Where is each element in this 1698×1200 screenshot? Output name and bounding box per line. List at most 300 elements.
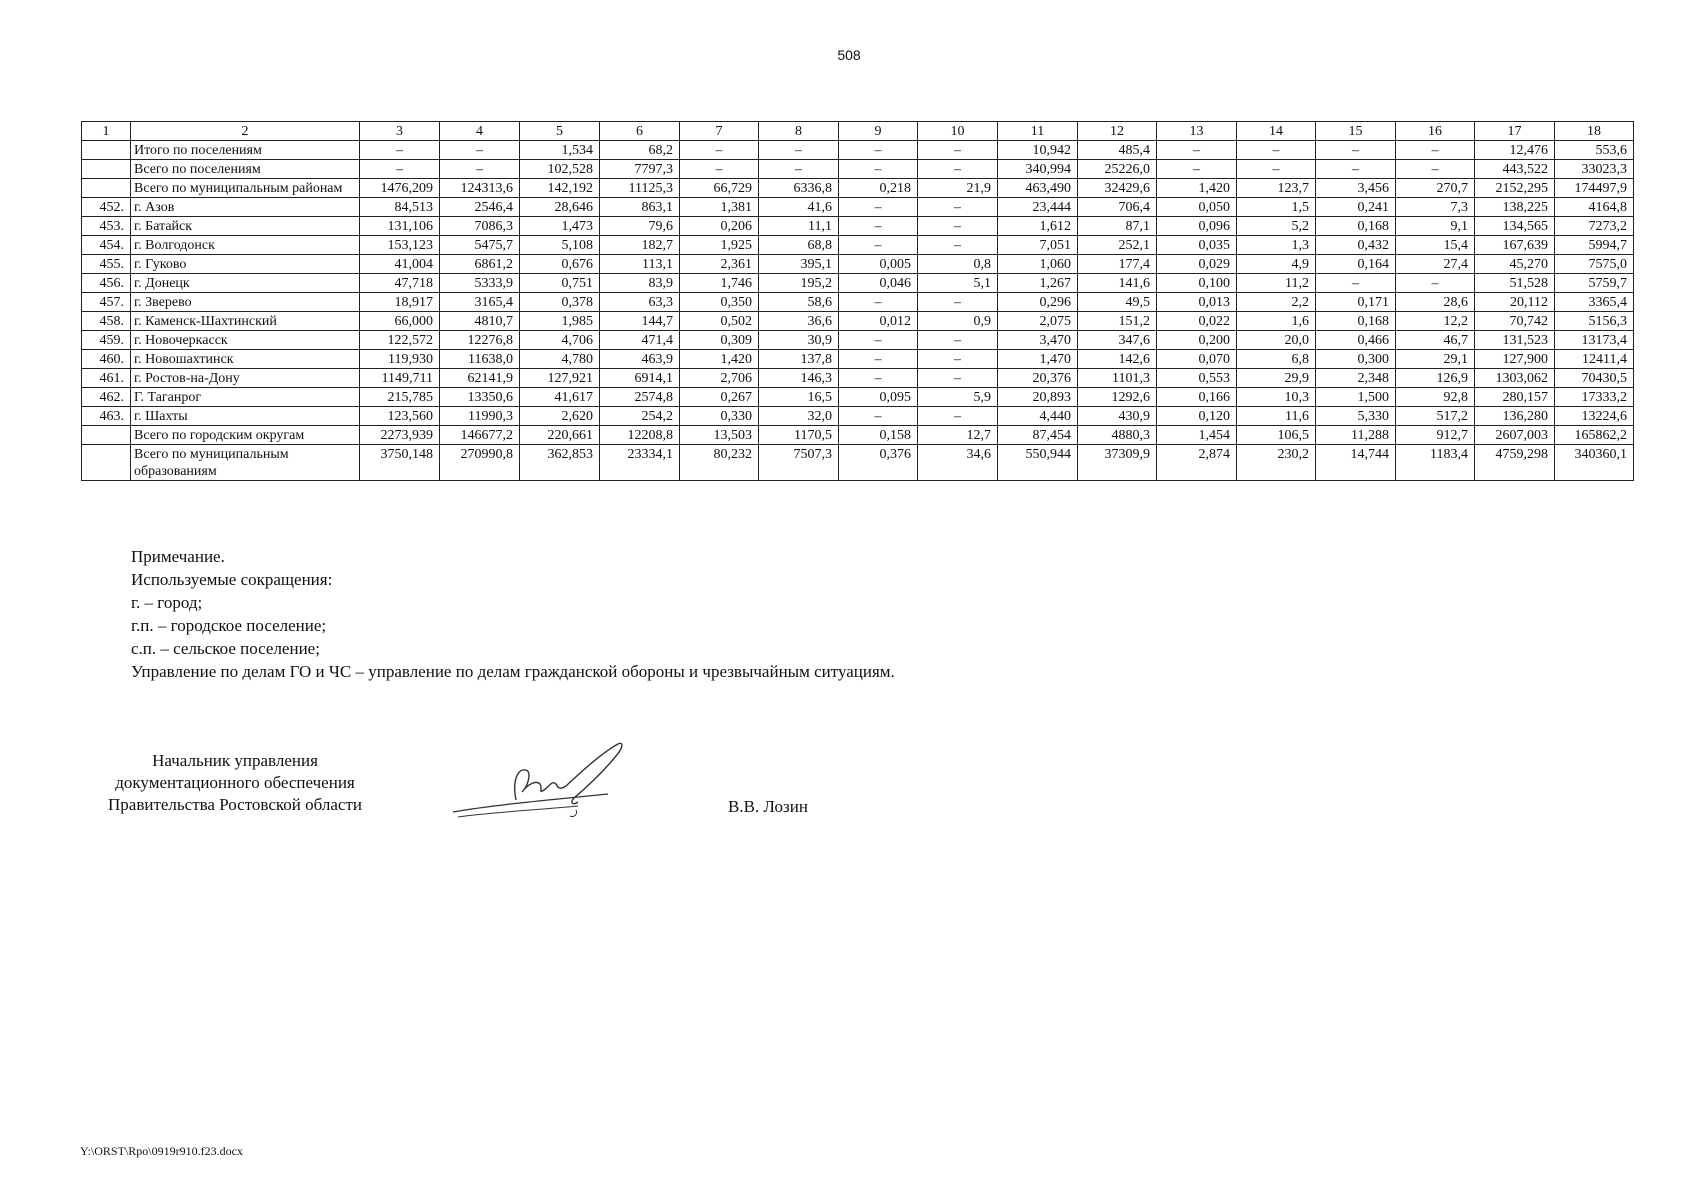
table-cell: 0,300 xyxy=(1316,350,1396,369)
table-cell: – xyxy=(918,217,998,236)
table-cell: 11,1 xyxy=(759,217,839,236)
row-number xyxy=(82,426,131,445)
row-name: Итого по поселениям xyxy=(131,141,360,160)
table-cell: 1,925 xyxy=(680,236,759,255)
table-cell: 0,046 xyxy=(839,274,918,293)
table-cell: – xyxy=(759,141,839,160)
table-cell: 29,1 xyxy=(1396,350,1475,369)
table-cell: 70,742 xyxy=(1475,312,1555,331)
table-cell: 7,051 xyxy=(998,236,1078,255)
row-name: г. Донецк xyxy=(131,274,360,293)
table-cell: – xyxy=(360,160,440,179)
table-cell: 0,158 xyxy=(839,426,918,445)
table-cell: 126,9 xyxy=(1396,369,1475,388)
table-cell: 4759,298 xyxy=(1475,445,1555,481)
column-header: 10 xyxy=(918,122,998,141)
table-cell: 2,874 xyxy=(1157,445,1237,481)
table-cell: 62141,9 xyxy=(440,369,520,388)
table-row xyxy=(82,407,1634,426)
table-cell: 254,2 xyxy=(600,407,680,426)
table-cell: – xyxy=(839,236,918,255)
note-line: Управление по делам ГО и ЧС – управление по делам гражданской обороны и чрезвычайным ситуациям. xyxy=(131,662,895,681)
table-row xyxy=(82,198,1634,217)
table-cell: 153,123 xyxy=(360,236,440,255)
handwritten-signature xyxy=(448,740,648,825)
table-cell: 80,232 xyxy=(680,445,759,481)
table-cell: 18,917 xyxy=(360,293,440,312)
table-cell: – xyxy=(1157,160,1237,179)
table-cell: 122,572 xyxy=(360,331,440,350)
table-cell: 174497,9 xyxy=(1555,179,1634,198)
table-cell: 9,1 xyxy=(1396,217,1475,236)
table-cell: 16,5 xyxy=(759,388,839,407)
table-cell: 84,513 xyxy=(360,198,440,217)
table-cell: 0,432 xyxy=(1316,236,1396,255)
row-name: г. Ростов-на-Дону xyxy=(131,369,360,388)
table-cell: 4,706 xyxy=(520,331,600,350)
table-cell: 0,378 xyxy=(520,293,600,312)
table-cell: 430,9 xyxy=(1078,407,1157,426)
table-cell: – xyxy=(440,160,520,179)
table-cell: 5,330 xyxy=(1316,407,1396,426)
table-cell: 0,553 xyxy=(1157,369,1237,388)
table-cell: 14,744 xyxy=(1316,445,1396,481)
table-cell: 0,267 xyxy=(680,388,759,407)
table-cell: – xyxy=(1316,274,1396,293)
table-cell: 37309,9 xyxy=(1078,445,1157,481)
table-cell: 0,502 xyxy=(680,312,759,331)
table-header-row xyxy=(82,122,1634,141)
table-cell: 92,8 xyxy=(1396,388,1475,407)
table-row xyxy=(82,445,1634,481)
table-row xyxy=(82,217,1634,236)
table-cell: 167,639 xyxy=(1475,236,1555,255)
table-cell: 144,7 xyxy=(600,312,680,331)
signer-title xyxy=(80,750,390,816)
row-number xyxy=(82,160,131,179)
table-cell: 41,617 xyxy=(520,388,600,407)
table-cell: 1476,209 xyxy=(360,179,440,198)
table-cell: 30,9 xyxy=(759,331,839,350)
table-cell: 1149,711 xyxy=(360,369,440,388)
table-cell: 25226,0 xyxy=(1078,160,1157,179)
table-cell: 2152,295 xyxy=(1475,179,1555,198)
table-cell: 5156,3 xyxy=(1555,312,1634,331)
table-cell: – xyxy=(1396,274,1475,293)
row-number: 454. xyxy=(82,236,131,255)
table-cell: 1,985 xyxy=(520,312,600,331)
table-cell: – xyxy=(839,160,918,179)
table-cell: 5333,9 xyxy=(440,274,520,293)
table-cell: – xyxy=(918,160,998,179)
column-header: 8 xyxy=(759,122,839,141)
table-cell: – xyxy=(1316,141,1396,160)
table-cell: 463,490 xyxy=(998,179,1078,198)
table-row xyxy=(82,236,1634,255)
table-cell: 4,9 xyxy=(1237,255,1316,274)
table-cell: – xyxy=(1396,160,1475,179)
table-cell: 362,853 xyxy=(520,445,600,481)
row-number: 460. xyxy=(82,350,131,369)
table-cell: 41,6 xyxy=(759,198,839,217)
table-cell: 4164,8 xyxy=(1555,198,1634,217)
table-cell: 2,348 xyxy=(1316,369,1396,388)
table-cell: 5,9 xyxy=(918,388,998,407)
table-cell: 1,454 xyxy=(1157,426,1237,445)
table-cell: 5,1 xyxy=(918,274,998,293)
table-cell: 0,296 xyxy=(998,293,1078,312)
table-row xyxy=(82,388,1634,407)
table-cell: 7575,0 xyxy=(1555,255,1634,274)
column-header: 4 xyxy=(440,122,520,141)
table-cell: 471,4 xyxy=(600,331,680,350)
table-cell: 270990,8 xyxy=(440,445,520,481)
row-number: 462. xyxy=(82,388,131,407)
column-header: 13 xyxy=(1157,122,1237,141)
table-cell: 0,676 xyxy=(520,255,600,274)
table-cell: 550,944 xyxy=(998,445,1078,481)
table-cell: 912,7 xyxy=(1396,426,1475,445)
table-row xyxy=(82,426,1634,445)
table-cell: 131,106 xyxy=(360,217,440,236)
table-cell: 0,100 xyxy=(1157,274,1237,293)
table-cell: – xyxy=(1316,160,1396,179)
table-cell: 142,6 xyxy=(1078,350,1157,369)
table-cell: 142,192 xyxy=(520,179,600,198)
table-cell: 138,225 xyxy=(1475,198,1555,217)
note-line: с.п. – сельское поселение; xyxy=(131,639,320,658)
row-name: г. Зверево xyxy=(131,293,360,312)
column-header: 11 xyxy=(998,122,1078,141)
table-cell: 0,168 xyxy=(1316,217,1396,236)
table-cell: 7273,2 xyxy=(1555,217,1634,236)
table-cell: 6,8 xyxy=(1237,350,1316,369)
table-cell: – xyxy=(440,141,520,160)
table-cell: – xyxy=(1157,141,1237,160)
table-cell: 0,035 xyxy=(1157,236,1237,255)
table-cell: 12,7 xyxy=(918,426,998,445)
table-cell: 270,7 xyxy=(1396,179,1475,198)
table-cell: 7,3 xyxy=(1396,198,1475,217)
table-cell: 0,218 xyxy=(839,179,918,198)
table-cell: 10,3 xyxy=(1237,388,1316,407)
row-name: Г. Таганрог xyxy=(131,388,360,407)
table-cell: 4810,7 xyxy=(440,312,520,331)
table-cell: 1303,062 xyxy=(1475,369,1555,388)
column-header: 2 xyxy=(131,122,360,141)
table-cell: – xyxy=(839,369,918,388)
table-cell: – xyxy=(839,407,918,426)
table-cell: – xyxy=(680,160,759,179)
table-cell: 2,2 xyxy=(1237,293,1316,312)
table-cell: 0,029 xyxy=(1157,255,1237,274)
table-cell: 137,8 xyxy=(759,350,839,369)
table-cell: 151,2 xyxy=(1078,312,1157,331)
table-cell: 182,7 xyxy=(600,236,680,255)
table-cell: 1,381 xyxy=(680,198,759,217)
table-cell: 0,330 xyxy=(680,407,759,426)
table-cell: – xyxy=(918,293,998,312)
table-cell: – xyxy=(360,141,440,160)
table-cell: 4880,3 xyxy=(1078,426,1157,445)
table-cell: 1,6 xyxy=(1237,312,1316,331)
column-header: 16 xyxy=(1396,122,1475,141)
table-cell: 45,270 xyxy=(1475,255,1555,274)
table-cell: 113,1 xyxy=(600,255,680,274)
column-header: 5 xyxy=(520,122,600,141)
row-number xyxy=(82,179,131,198)
table-cell: 106,5 xyxy=(1237,426,1316,445)
table-cell: 0,164 xyxy=(1316,255,1396,274)
table-cell: 5,2 xyxy=(1237,217,1316,236)
column-header: 6 xyxy=(600,122,680,141)
table-cell: 485,4 xyxy=(1078,141,1157,160)
table-cell: 127,900 xyxy=(1475,350,1555,369)
table-cell: 0,096 xyxy=(1157,217,1237,236)
signer-title-line: документационного обеспечения xyxy=(115,773,355,792)
table-cell: 230,2 xyxy=(1237,445,1316,481)
row-name: Всего по муниципальным районам xyxy=(131,179,360,198)
column-header: 18 xyxy=(1555,122,1634,141)
table-cell: 127,921 xyxy=(520,369,600,388)
column-header: 17 xyxy=(1475,122,1555,141)
row-number: 463. xyxy=(82,407,131,426)
table-cell: 21,9 xyxy=(918,179,998,198)
table-cell: 177,4 xyxy=(1078,255,1157,274)
table-cell: – xyxy=(918,331,998,350)
table-cell: 87,454 xyxy=(998,426,1078,445)
table-cell: 83,9 xyxy=(600,274,680,293)
column-header: 1 xyxy=(82,122,131,141)
table-cell: 7797,3 xyxy=(600,160,680,179)
table-cell: 10,942 xyxy=(998,141,1078,160)
table-cell: – xyxy=(918,369,998,388)
table-cell: 706,4 xyxy=(1078,198,1157,217)
table-cell: 0,013 xyxy=(1157,293,1237,312)
table-cell: 66,729 xyxy=(680,179,759,198)
table-cell: 0,200 xyxy=(1157,331,1237,350)
table-cell: 2607,003 xyxy=(1475,426,1555,445)
table-cell: 87,1 xyxy=(1078,217,1157,236)
table-cell: 1292,6 xyxy=(1078,388,1157,407)
table-cell: 13350,6 xyxy=(440,388,520,407)
table-cell: 11,6 xyxy=(1237,407,1316,426)
table-cell: 27,4 xyxy=(1396,255,1475,274)
table-cell: 7507,3 xyxy=(759,445,839,481)
table-cell: 11,2 xyxy=(1237,274,1316,293)
row-name: Всего по поселениям xyxy=(131,160,360,179)
table-cell: 195,2 xyxy=(759,274,839,293)
table-cell: – xyxy=(1396,141,1475,160)
table-cell: 123,7 xyxy=(1237,179,1316,198)
table-cell: 0,168 xyxy=(1316,312,1396,331)
table-cell: 20,112 xyxy=(1475,293,1555,312)
row-number: 459. xyxy=(82,331,131,350)
table-cell: 0,376 xyxy=(839,445,918,481)
table-cell: – xyxy=(759,160,839,179)
row-name: г. Каменск-Шахтинский xyxy=(131,312,360,331)
table-cell: 51,528 xyxy=(1475,274,1555,293)
table-cell: 0,120 xyxy=(1157,407,1237,426)
page-number: 508 xyxy=(837,47,861,63)
table-cell: 3,456 xyxy=(1316,179,1396,198)
table-cell: 123,560 xyxy=(360,407,440,426)
table-cell: 11,288 xyxy=(1316,426,1396,445)
table-cell: 17333,2 xyxy=(1555,388,1634,407)
row-number xyxy=(82,141,131,160)
table-cell: 5,108 xyxy=(520,236,600,255)
note-line: г.п. – городское поселение; xyxy=(131,616,327,635)
table-cell: 0,241 xyxy=(1316,198,1396,217)
table-cell: 20,376 xyxy=(998,369,1078,388)
table-cell: 0,751 xyxy=(520,274,600,293)
table-cell: 1,500 xyxy=(1316,388,1396,407)
table-cell: 3750,148 xyxy=(360,445,440,481)
table-cell: 1,612 xyxy=(998,217,1078,236)
table-row xyxy=(82,293,1634,312)
table-cell: 2546,4 xyxy=(440,198,520,217)
table-cell: 23,444 xyxy=(998,198,1078,217)
table-row xyxy=(82,331,1634,350)
table-cell: 252,1 xyxy=(1078,236,1157,255)
row-name: г. Батайск xyxy=(131,217,360,236)
table-cell: – xyxy=(680,141,759,160)
signer-title-line: Правительства Ростовской области xyxy=(108,795,362,814)
table-cell: 1,420 xyxy=(680,350,759,369)
table-cell: – xyxy=(918,236,998,255)
table-cell: 0,070 xyxy=(1157,350,1237,369)
table-cell: 1,534 xyxy=(520,141,600,160)
row-number: 452. xyxy=(82,198,131,217)
table-row xyxy=(82,350,1634,369)
table-cell: 1,267 xyxy=(998,274,1078,293)
table-cell: 1,473 xyxy=(520,217,600,236)
table-cell: 70430,5 xyxy=(1555,369,1634,388)
table-cell: 11990,3 xyxy=(440,407,520,426)
table-cell: 553,6 xyxy=(1555,141,1634,160)
column-header: 15 xyxy=(1316,122,1396,141)
table-cell: 0,095 xyxy=(839,388,918,407)
table-row xyxy=(82,160,1634,179)
table-cell: 0,9 xyxy=(918,312,998,331)
table-cell: 0,012 xyxy=(839,312,918,331)
table-cell: 13,503 xyxy=(680,426,759,445)
table-row xyxy=(82,312,1634,331)
table-cell: 347,6 xyxy=(1078,331,1157,350)
table-cell: 20,0 xyxy=(1237,331,1316,350)
column-header: 12 xyxy=(1078,122,1157,141)
table-cell: 395,1 xyxy=(759,255,839,274)
row-number xyxy=(82,445,131,481)
column-header: 7 xyxy=(680,122,759,141)
table-cell: 0,206 xyxy=(680,217,759,236)
row-name: г. Новошахтинск xyxy=(131,350,360,369)
table-cell: – xyxy=(918,198,998,217)
table-cell: 1170,5 xyxy=(759,426,839,445)
table-cell: 12,476 xyxy=(1475,141,1555,160)
row-name: Всего по муниципальным образованиям xyxy=(131,445,360,481)
table-cell: 119,930 xyxy=(360,350,440,369)
file-path: Y:\ORST\Rpo\0919r910.f23.docx xyxy=(80,1144,243,1158)
row-name: г. Новочеркасск xyxy=(131,331,360,350)
table-cell: – xyxy=(839,331,918,350)
table-cell: 3365,4 xyxy=(1555,293,1634,312)
table-cell: 41,004 xyxy=(360,255,440,274)
signer-name: В.В. Лозин xyxy=(728,797,808,816)
table-cell: 6914,1 xyxy=(600,369,680,388)
table-cell: 2273,939 xyxy=(360,426,440,445)
column-header: 14 xyxy=(1237,122,1316,141)
column-header: 9 xyxy=(839,122,918,141)
table-cell: 12208,8 xyxy=(600,426,680,445)
table-cell: 6336,8 xyxy=(759,179,839,198)
table-cell: 2,075 xyxy=(998,312,1078,331)
table-row xyxy=(82,369,1634,388)
table-cell: 0,166 xyxy=(1157,388,1237,407)
table-cell: 46,7 xyxy=(1396,331,1475,350)
table-cell: 3,470 xyxy=(998,331,1078,350)
table-cell: 2,620 xyxy=(520,407,600,426)
row-name: г. Волгодонск xyxy=(131,236,360,255)
table-cell: – xyxy=(1237,160,1316,179)
table-cell: 443,522 xyxy=(1475,160,1555,179)
row-number: 455. xyxy=(82,255,131,274)
table-cell: – xyxy=(918,350,998,369)
row-number: 458. xyxy=(82,312,131,331)
table-cell: 4,780 xyxy=(520,350,600,369)
table-cell: – xyxy=(918,141,998,160)
table-cell: 134,565 xyxy=(1475,217,1555,236)
table-cell: – xyxy=(839,141,918,160)
table-cell: 15,4 xyxy=(1396,236,1475,255)
table-row xyxy=(82,255,1634,274)
table-cell: – xyxy=(918,407,998,426)
table-cell: 215,785 xyxy=(360,388,440,407)
table-cell: 1,470 xyxy=(998,350,1078,369)
table-cell: 2,706 xyxy=(680,369,759,388)
table-cell: 141,6 xyxy=(1078,274,1157,293)
table-cell: 280,157 xyxy=(1475,388,1555,407)
notes xyxy=(131,545,895,683)
table-cell: 863,1 xyxy=(600,198,680,217)
note-line: Используемые сокращения: xyxy=(131,570,333,589)
table-cell: 1,420 xyxy=(1157,179,1237,198)
table-cell: 5994,7 xyxy=(1555,236,1634,255)
table-cell: – xyxy=(1237,141,1316,160)
table-cell: 340360,1 xyxy=(1555,445,1634,481)
table-cell: – xyxy=(839,198,918,217)
table-cell: 102,528 xyxy=(520,160,600,179)
table-cell: 33023,3 xyxy=(1555,160,1634,179)
table-cell: 20,893 xyxy=(998,388,1078,407)
table-row xyxy=(82,274,1634,293)
table-cell: 7086,3 xyxy=(440,217,520,236)
table-cell: 5759,7 xyxy=(1555,274,1634,293)
table-cell: 13173,4 xyxy=(1555,331,1634,350)
signer-title-line: Начальник управления xyxy=(152,751,318,770)
table-cell: 1,746 xyxy=(680,274,759,293)
table-cell: 47,718 xyxy=(360,274,440,293)
table-cell: 12276,8 xyxy=(440,331,520,350)
row-number: 456. xyxy=(82,274,131,293)
table-row xyxy=(82,141,1634,160)
table-cell: 68,2 xyxy=(600,141,680,160)
table-cell: 68,8 xyxy=(759,236,839,255)
table-cell: 11125,3 xyxy=(600,179,680,198)
row-number: 457. xyxy=(82,293,131,312)
table-cell: 66,000 xyxy=(360,312,440,331)
table-cell: 1,3 xyxy=(1237,236,1316,255)
